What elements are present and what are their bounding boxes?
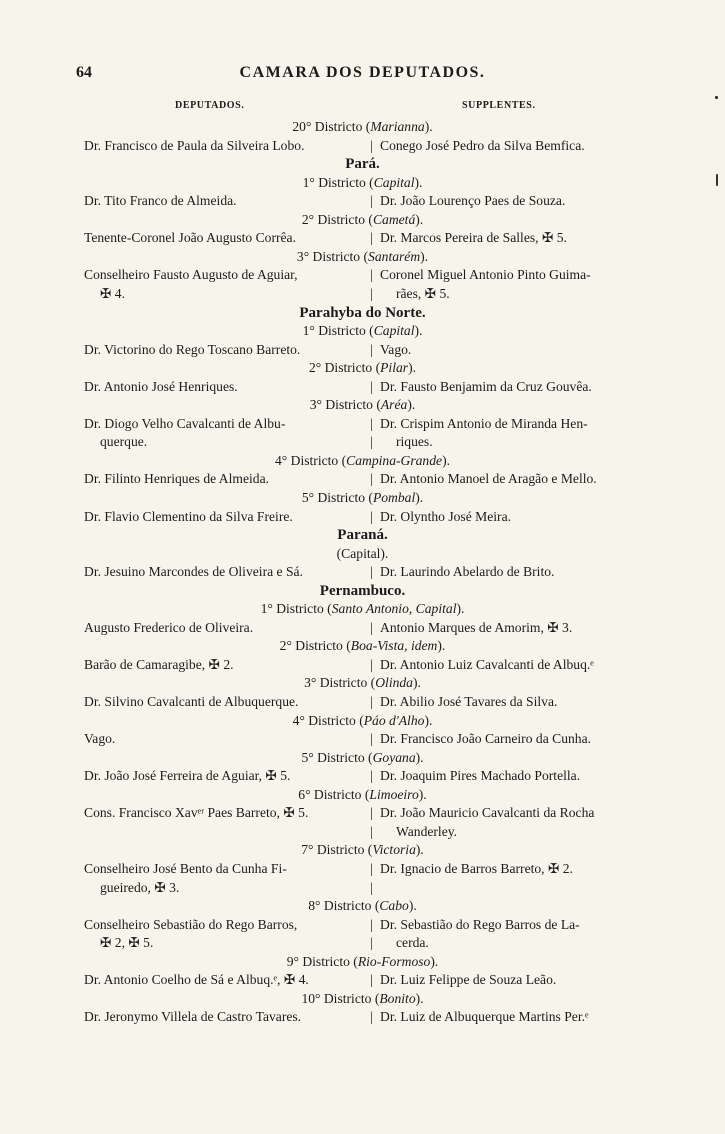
column-separator: | [370, 694, 373, 709]
column-separator: | [370, 620, 373, 635]
supplente-name: Conego José Pedro da Silva Bemfica. [380, 138, 585, 153]
district-number: 3° Districto [304, 675, 368, 690]
district-number: 1° Districto [302, 175, 366, 190]
supplente-name: rães, ✠ 5. [396, 286, 450, 301]
district-name: Capital [373, 323, 415, 338]
deputado-name: Cons. Francisco Xavᵉʳ Paes Barreto, ✠ 5. [84, 805, 309, 820]
district-heading: 3° Districto (Aréa). [309, 397, 416, 412]
deputado-name: Barão de Camaragibe, ✠ 2. [84, 657, 234, 672]
district-name: Limoeiro [369, 787, 419, 802]
roster-row [84, 971, 644, 989]
page-header [0, 64, 725, 86]
deputado-name: Conselheiro Sebastião do Rego Barros, [84, 917, 298, 932]
district-heading: 8° Districto (Cabo). [308, 898, 417, 913]
deputado-name: Dr. Jesuino Marcondes de Oliveira e Sá. [84, 564, 303, 579]
deputado-name: querque. [100, 434, 148, 449]
supplente-name: Dr. Luiz Felippe de Souza Leão. [380, 972, 557, 987]
district-heading: 2° Districto (Boa-Vista, idem). [279, 638, 446, 653]
district-name: Cametá [372, 212, 416, 227]
district-heading: 9° Districto (Rio-Formoso). [286, 954, 439, 969]
deputado-name: Dr. Victorino do Rego Toscano Barreto. [84, 342, 301, 357]
column-header-deputados: DEPUTADOS. [175, 100, 245, 111]
district-number: 7° Districto [301, 842, 365, 857]
column-separator: | [370, 917, 373, 932]
supplente-name: Wanderley. [396, 824, 458, 839]
deputado-name: Dr. Diogo Velho Cavalcanti de Albu- [84, 416, 286, 431]
supplente-name: Dr. Fausto Benjamim da Cruz Gouvêa. [380, 379, 592, 394]
roster-row [84, 1008, 644, 1026]
deputado-name: Dr. Tito Franco de Almeida. [84, 193, 237, 208]
roster-row [84, 415, 644, 433]
district-number: 4° Districto [275, 453, 339, 468]
roster-row [84, 804, 644, 822]
province-heading: Paraná. [337, 527, 388, 543]
supplente-name: Dr. Sebastião do Rego Barros de La- [380, 917, 580, 932]
deputado-name: Dr. Antonio José Henriques. [84, 379, 238, 394]
district-name: Cabo [379, 898, 409, 913]
deputado-name: Dr. Filinto Henriques de Almeida. [84, 471, 270, 486]
district-heading: 2° Districto (Pilar). [308, 360, 417, 375]
district-heading: 2° Districto (Cametá). [301, 212, 424, 227]
district-number: 2° Districto [301, 212, 366, 227]
supplente-name: Dr. João Lourenço Paes de Souza. [380, 193, 566, 208]
roster-row [84, 229, 644, 247]
deputado-name: Dr. Antonio Coelho de Sá e Albuq.ᵉ, ✠ 4. [84, 972, 309, 987]
supplente-name: Dr. Antonio Luiz Cavalcanti de Albuq.ᵉ [380, 657, 594, 672]
supplente-name: Vago. [380, 342, 412, 357]
column-separator: | [370, 768, 373, 783]
column-separator: | [370, 880, 373, 895]
column-separator: | [370, 861, 373, 876]
district-number: 20° Districto [292, 119, 363, 134]
district-number: 2° Districto [308, 360, 373, 375]
column-separator: | [370, 805, 373, 820]
column-separator: | [370, 230, 373, 245]
district-heading: 3° Districto (Santarém). [296, 249, 429, 264]
roster-row [84, 656, 644, 674]
column-separator: | [370, 416, 373, 431]
district-heading: 4° Districto (Páo d'Alho). [292, 713, 433, 728]
deputado-name: Dr. Silvino Cavalcanti de Albuquerque. [84, 694, 299, 709]
roster-row [84, 619, 644, 637]
deputado-name: Dr. Francisco de Paula da Silveira Lobo. [84, 138, 305, 153]
district-name: Goyana [372, 750, 416, 765]
district-name: Pilar [380, 360, 409, 375]
supplente-name: Dr. João Mauricio Cavalcanti da Rocha [380, 805, 595, 820]
district-heading: 1° Districto (Capital). [302, 323, 423, 338]
supplente-name: Dr. Ignacio de Barros Barreto, ✠ 2. [380, 861, 573, 876]
supplente-name: Coronel Miguel Antonio Pinto Guima- [380, 267, 591, 282]
column-separator: | [370, 564, 373, 579]
supplente-name: Antonio Marques de Amorim, ✠ 3. [380, 620, 573, 635]
roster-row [84, 341, 644, 359]
district-name: Capital [373, 175, 415, 190]
roster-row [84, 934, 644, 952]
roster-row [84, 693, 644, 711]
district-number: 4° Districto [292, 713, 356, 728]
column-separator: | [370, 193, 373, 208]
district-name: Santarém [368, 249, 421, 264]
roster-row [84, 266, 644, 284]
deputado-name: Dr. Flavio Clementino da Silva Freire. [84, 509, 293, 524]
deputado-name: Dr. Jeronymo Villela de Castro Tavares. [84, 1009, 302, 1024]
supplente-name: Dr. Laurindo Abelardo de Brito. [380, 564, 555, 579]
running-title: CAMARA DOS DEPUTADOS. [239, 64, 486, 81]
roster-row [84, 433, 644, 451]
district-name: Campina-Grande [346, 453, 443, 468]
district-number: 2° Districto [279, 638, 343, 653]
district-name: Pombal [372, 490, 416, 505]
column-separator: | [370, 657, 373, 672]
district-heading: 1° Districto (Santo Antonio, Capital). [260, 601, 465, 616]
province-heading: Pernambuco. [319, 583, 406, 599]
district-name: Olinda [375, 675, 413, 690]
roster-row [84, 192, 644, 210]
district-name: Boa-Vista, idem [350, 638, 438, 653]
column-separator: | [370, 138, 373, 153]
district-number: 3° Districto [296, 249, 361, 264]
column-separator: | [370, 286, 373, 301]
roster-row [84, 378, 644, 396]
district-number: 5° Districto [301, 490, 366, 505]
supplente-name: cerda. [396, 935, 429, 950]
district-name: Bonito [379, 991, 416, 1006]
district-name: Aréa [380, 397, 408, 412]
column-separator: | [370, 824, 373, 839]
district-number: 1° Districto [302, 323, 366, 338]
roster-row [84, 730, 644, 748]
supplente-name: riques. [396, 434, 433, 449]
roster-row [84, 916, 644, 934]
column-separator: | [370, 471, 373, 486]
roster-row [84, 823, 644, 841]
district-heading: 20° Districto (Marianna). [292, 119, 433, 134]
district-heading: 1° Districto (Capital). [302, 175, 423, 190]
column-separator: | [370, 379, 373, 394]
column-separator: | [370, 342, 373, 357]
district-name: Marianna [370, 119, 425, 134]
roster-row [84, 508, 644, 526]
print-speck [716, 174, 718, 186]
district-heading: 4° Districto (Campina-Grande). [275, 453, 450, 468]
district-number: 10° Districto [301, 991, 372, 1006]
column-separator: | [370, 935, 373, 950]
supplente-name: Dr. Marcos Pereira de Salles, ✠ 5. [380, 230, 567, 245]
deputado-name: Dr. João José Ferreira de Aguiar, ✠ 5. [84, 768, 291, 783]
district-heading: (Capital). [336, 546, 389, 561]
column-separator: | [370, 509, 373, 524]
print-speck [715, 96, 718, 99]
deputado-name: gueiredo, ✠ 3. [100, 880, 180, 895]
supplente-name: Dr. Antonio Manoel de Aragão e Mello. [380, 471, 597, 486]
district-heading: 10° Districto (Bonito). [301, 991, 424, 1006]
district-number: 6° Districto [298, 787, 362, 802]
deputado-name: Vago. [84, 731, 116, 746]
district-heading: 6° Districto (Limoeiro). [298, 787, 427, 802]
district-heading: 3° Districto (Olinda). [304, 675, 421, 690]
district-name: Rio-Formoso [357, 954, 431, 969]
column-header-supplentes: SUPPLENTES. [462, 100, 536, 111]
column-separator: | [370, 434, 373, 449]
province-heading: Pará. [345, 156, 380, 172]
supplente-name: Dr. Crispim Antonio de Miranda Hen- [380, 416, 588, 431]
district-number: 8° Districto [308, 898, 372, 913]
roster-row [84, 860, 644, 878]
roster-row [84, 137, 644, 155]
supplente-name: Dr. Olyntho José Meira. [380, 509, 512, 524]
deputado-name: Augusto Frederico de Oliveira. [84, 620, 254, 635]
district-number: 5° Districto [301, 750, 365, 765]
district-number: 3° Districto [309, 397, 373, 412]
deputado-name: Conselheiro José Bento da Cunha Fi- [84, 861, 287, 876]
column-separator: | [370, 731, 373, 746]
roster-row [84, 767, 644, 785]
district-name: Victoria [372, 842, 416, 857]
district-number: 1° Districto [260, 601, 324, 616]
column-separator: | [370, 972, 373, 987]
supplente-name: Dr. Abilio José Tavares da Silva. [380, 694, 558, 709]
district-name: Páo d'Alho [363, 713, 425, 728]
column-separator: | [370, 267, 373, 282]
district-heading: 7° Districto (Victoria). [301, 842, 424, 857]
district-heading: 5° Districto (Pombal). [301, 490, 424, 505]
supplente-name: Dr. Luiz de Albuquerque Martins Per.ᵉ [380, 1009, 589, 1024]
column-separator: | [370, 1009, 373, 1024]
roster-row [84, 879, 644, 897]
province-heading: Parahyba do Norte. [299, 305, 426, 321]
roster-row [84, 563, 644, 581]
deputado-name: ✠ 4. [100, 286, 125, 301]
district-number: 9° Districto [286, 954, 350, 969]
deputado-name: Tenente-Coronel João Augusto Corrêa. [84, 230, 296, 245]
deputado-name: Conselheiro Fausto Augusto de Aguiar, [84, 267, 298, 282]
district-name: Santo Antonio, Capital [331, 601, 457, 616]
roster-row [84, 470, 644, 488]
district-heading: 5° Districto (Goyana). [301, 750, 424, 765]
supplente-name: Dr. Francisco João Carneiro da Cunha. [380, 731, 592, 746]
supplente-name: Dr. Joaquim Pires Machado Portella. [380, 768, 581, 783]
roster-row [84, 285, 644, 303]
page-number: 64 [76, 64, 92, 81]
deputado-name: ✠ 2, ✠ 5. [100, 935, 154, 950]
